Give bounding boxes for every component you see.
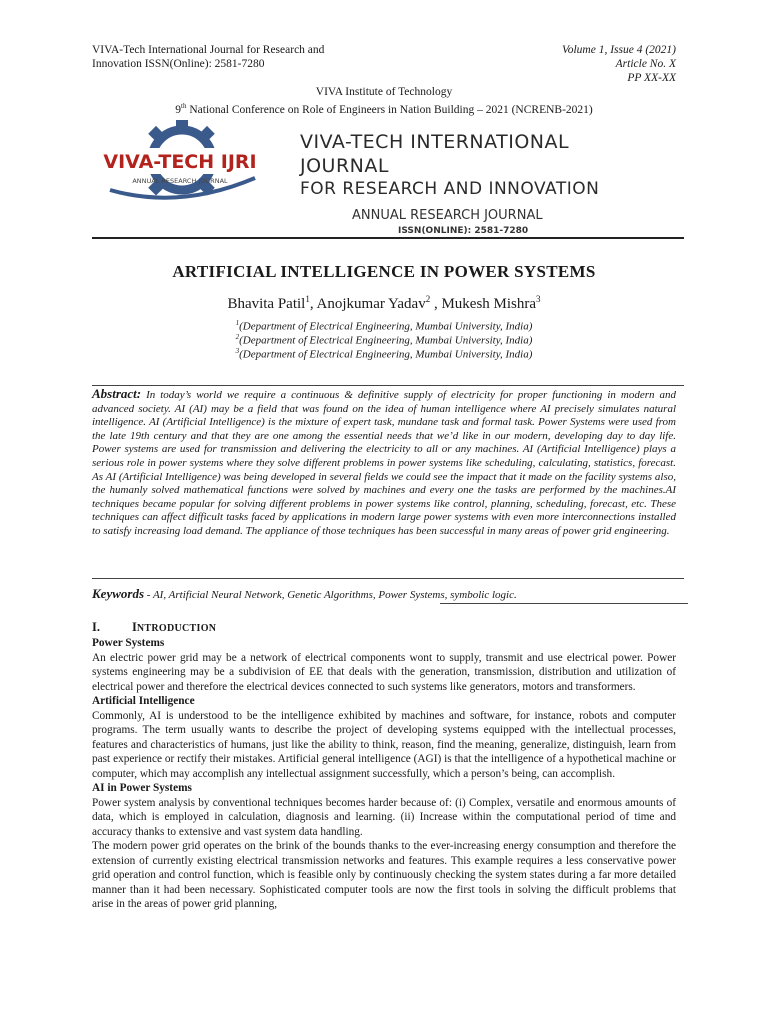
affiliation-sup: 3	[235, 347, 240, 355]
paragraph: Power system analysis by conventional techniques becomes harder because of: (i) Complex, versatile and enormous amounts of data, which is employed in calculation, diagnosis and learning. (ii) Increase within the computational period of time and accuracy thanks to extensive and vast system data handling.	[92, 796, 676, 838]
keywords-rule	[440, 603, 688, 604]
author-name: Mukesh Mishra	[441, 296, 537, 312]
subheading-artificial-intelligence: Artificial Intelligence	[92, 695, 195, 707]
header-left-line1: VIVA-Tech International Journal for Research and	[92, 44, 325, 56]
abstract-label: Abstract:	[92, 386, 142, 401]
affiliation-sup: 2	[235, 333, 240, 341]
header-pages: PP XX-XX	[627, 72, 676, 84]
section-title-initial: I	[132, 620, 137, 634]
header-journal-info	[92, 43, 412, 71]
header-article-no: Article No. X	[615, 58, 676, 70]
author-sup: 2	[425, 294, 431, 304]
affiliation-text: (Department of Electrical Engineering, Mumbai University, India)	[239, 334, 533, 347]
subheading-ai-in-power-systems: AI in Power Systems	[92, 782, 192, 794]
author-sup: 3	[536, 294, 541, 304]
affiliation	[0, 344, 768, 362]
logo-subtext: ANNUAL RESEARCH JOURNAL	[132, 177, 228, 185]
paragraph: An electric power grid may be a network of electrical components wont to supply, transmit and use electrical power. Power systems engineering may be a subdivision of EE that deals with the generation, transmission, distribution and utilization of electrical power and therefore the electrical devices connected to such systems like generators, motors and transformers.	[92, 651, 676, 693]
viva-tech-logo	[90, 120, 270, 215]
header-issue-info	[562, 43, 676, 85]
abstract-bottom-rule	[92, 578, 684, 579]
journal-title-block	[300, 130, 660, 236]
header-conference	[0, 85, 768, 117]
journal-subtitle: ANNUAL RESEARCH JOURNAL	[352, 208, 543, 223]
conference-number-suffix: th	[181, 102, 187, 110]
header-volume: Volume 1, Issue 4 (2021)	[561, 44, 676, 56]
subheading-power-systems: Power Systems	[92, 637, 165, 649]
affiliation-text: (Department of Electrical Engineering, Mumbai University, India)	[239, 320, 533, 333]
abstract-top-rule	[92, 385, 684, 386]
header-left-line2: Innovation ISSN(Online): 2581-7280	[92, 58, 265, 70]
abstract-text: In today’s world we require a continuous & definitive supply of electricity for proper functioning in modern and advanced society. AI (AI) may be a field that was found on the idea of human intelligence where AI precisely simulates natural intelligence. AI (Artificial Intelligence) is the mixture of expert task, mundane task and formal task. Power Systems were used from the late 19th century and that they are one among the essential needs that we’d like in our modern, developing day to day life. Power systems are used for transmission and delivering the electricity to all or any machines. AI (Artificial Intelligence) plays a serious role in power systems where they solve different problems in power systems like scheduling, calculating, statistics, forecast. As AI (Artificial Intelligence) was being developed in several fields we could see the impact that it made on the facility systems also, the humanly solved mathematical functions were solved by machines and every one the tasks are performed by the machines.AI techniques became popular for solving different problems in power systems like control, planning, scheduling, forecast, etc. These techniques can affect difficult tasks faced by applications in modern large power systems with even more interconnections installed to satisfy increasing load demand. The appliance of those techniques has been successful in many areas of power grid engineering.	[92, 389, 676, 537]
conference-number: 9	[175, 103, 182, 116]
conference-name: National Conference on Role of Engineers in Nation Building – 2021 (NCRENB-2021)	[186, 103, 593, 116]
paper-title: ARTIFICIAL INTELLIGENCE IN POWER SYSTEMS	[172, 262, 596, 281]
header-institute: VIVA Institute of Technology	[315, 86, 453, 98]
section-number: I.	[92, 620, 100, 634]
journal-title-line1: VIVA-TECH INTERNATIONAL JOURNAL	[300, 131, 570, 177]
logo-text: VIVA-TECH IJRI	[103, 151, 257, 173]
paragraph: Commonly, AI is understood to be the intelligence exhibited by machines and software, for instance, robots and computer programs. The term usually wants to describe the project of developing systems equipped with the intellectual processes, features and characteristics of humans, just like the ability to think, reason, find the meaning, generalize, distinguish, learn from past experience or rectify their mistakes. Artificial general intelligence (AGI) is that the intelligence of a hypothetical machine or computer, which may accomplish any intellectual assignment successfully, which a person’s being, can accomplish.	[92, 709, 676, 780]
header-divider	[92, 237, 684, 239]
header-conference-line	[0, 99, 768, 117]
author-list	[0, 294, 768, 313]
affiliation-text: (Department of Electrical Engineering, Mumbai University, India)	[239, 348, 533, 361]
journal-issn: ISSN(ONLINE): 2581-7280	[398, 226, 529, 236]
author-name: Bhavita Patil	[227, 296, 306, 312]
abstract	[92, 387, 676, 539]
keywords-text: - AI, Artificial Neural Network, Genetic Algorithms, Power Systems, symbolic logic.	[144, 589, 517, 601]
keywords-label: Keywords	[92, 586, 144, 601]
author-name: Anojkumar Yadav	[316, 296, 426, 312]
journal-title-line2: FOR RESEARCH AND INNOVATION	[300, 179, 600, 199]
section-title-rest: NTRODUCTION	[136, 623, 217, 634]
affiliation-sup: 1	[235, 319, 240, 327]
author-sup: 1	[305, 294, 310, 304]
paragraph: The modern power grid operates on the brink of the bounds thanks to the ever-increasing energy consumption and therefore the extension of currently existing electrical transmission networks and features. This example requires a less conservative power grid operation and control function, which is feasible only by continuously checking the system states during a far more detailed manner than it had been necessary. Sophisticated computer tools are now the first tools in solving the difficult problems that arise in the areas of power grid planning,	[92, 840, 676, 910]
section-heading	[92, 620, 216, 635]
keywords	[92, 586, 682, 602]
author-separator: ,	[309, 296, 317, 312]
body-text	[92, 636, 676, 912]
author-separator: ,	[430, 296, 442, 312]
